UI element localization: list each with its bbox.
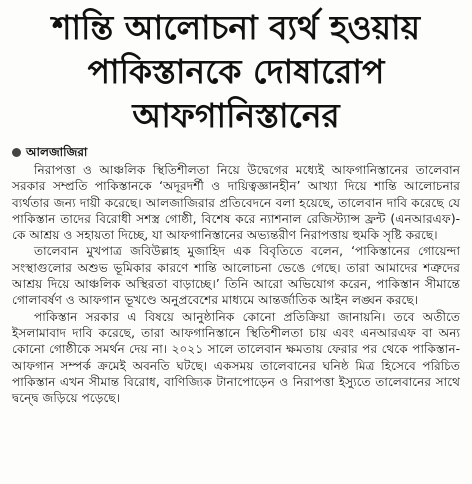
bullet-icon [12, 148, 21, 157]
headline-line-3: আফগানিস্তানের [132, 96, 340, 135]
paragraph-2: তালেবান মুখপাত্র জবিউল্লাহ মুজাহিদ এক বিবৃতিতে বলেন, ‘পাকিস্তানের গোয়েন্দা সংস্থাগুলোর অশুভ ভূমিকার কারণে শান্তি আলোচনা ভেঙে গেছে। তারা আমাদের শত্রুদের আশ্রয় দিয়ে আঞ্চলিক অস্থিরতা বাড়াচ্ছে।’ তিনি আরো অভিযোগ করেন, পাকিস্তান সীমান্তে গোলাবর্ষণ ও আফগান ভূখণ্ডে অনুপ্রবেশের মাধ্যমে আন্তর্জাতিক আইন লঙ্ঘন করছে। [12, 244, 460, 308]
article-body [12, 162, 460, 406]
headline-line-2: পাকিস্তানকে দোষারোপ [87, 52, 385, 91]
headline-line-1: শান্তি আলোচনা ব্যর্থ হওয়ায় [51, 8, 421, 47]
source-byline [12, 144, 460, 160]
paragraph-3: পাকিস্তান সরকার এ বিষয়ে আনুষ্ঠানিক কোনো প্রতিক্রিয়া জানায়নি। তবে অতীতে ইসলামাবাদ দাবি করেছে, তারা আফগানিস্তানে স্থিতিশীলতা চায় এবং এনআরএফ বা অন্য কোনো গোষ্ঠীকে সমর্থন দেয় না। ২০২১ সালে তালেবান ক্ষমতায় ফেরার পর থেকে পাকিস্তান-আফগান সম্পর্ক ক্রমেই অবনতি ঘটছে। একসময় তালেবানের ঘনিষ্ঠ মিত্র হিসেবে পরিচিত পাকিস্তান এখন সীমান্ত বিরোধ, বাণিজ্যিক টানাপোড়েন ও নিরাপত্তা ইস্যুতে তালেবানের সাথে দ্বন্দ্বে জড়িয়ে পড়েছে। [12, 309, 460, 406]
headline [12, 6, 460, 138]
paragraph-1: নিরাপত্তা ও আঞ্চলিক স্থিতিশীলতা নিয়ে উদ্বেগের মধ্যেই আফগানিস্তানের তালেবান সরকার সম্প্রতি পাকিস্তানকে ‘অদূরদর্শী ও দায়িত্বজ্ঞানহীন’ আখ্যা দিয়ে শান্তি আলোচনার ব্যর্থতার জন্য দায়ী করেছে। আলজাজিরার প্রতিবেদনে বলা হয়েছে, তালেবান দাবি করেছে যে পাকিস্তান তাদের বিরোধী সশস্ত্র গোষ্ঠী, বিশেষ করে ন্যাশনাল রেজিস্ট্যান্স ফ্রন্ট (এনআরএফ)-কে আশ্রয় ও সহায়তা দিচ্ছে, যা আফগানিস্তানের অভ্যন্তরীণ নিরাপত্তায় হুমকি সৃষ্টি করছে। [12, 163, 460, 243]
source-name: আলজাজিরা [26, 145, 88, 159]
